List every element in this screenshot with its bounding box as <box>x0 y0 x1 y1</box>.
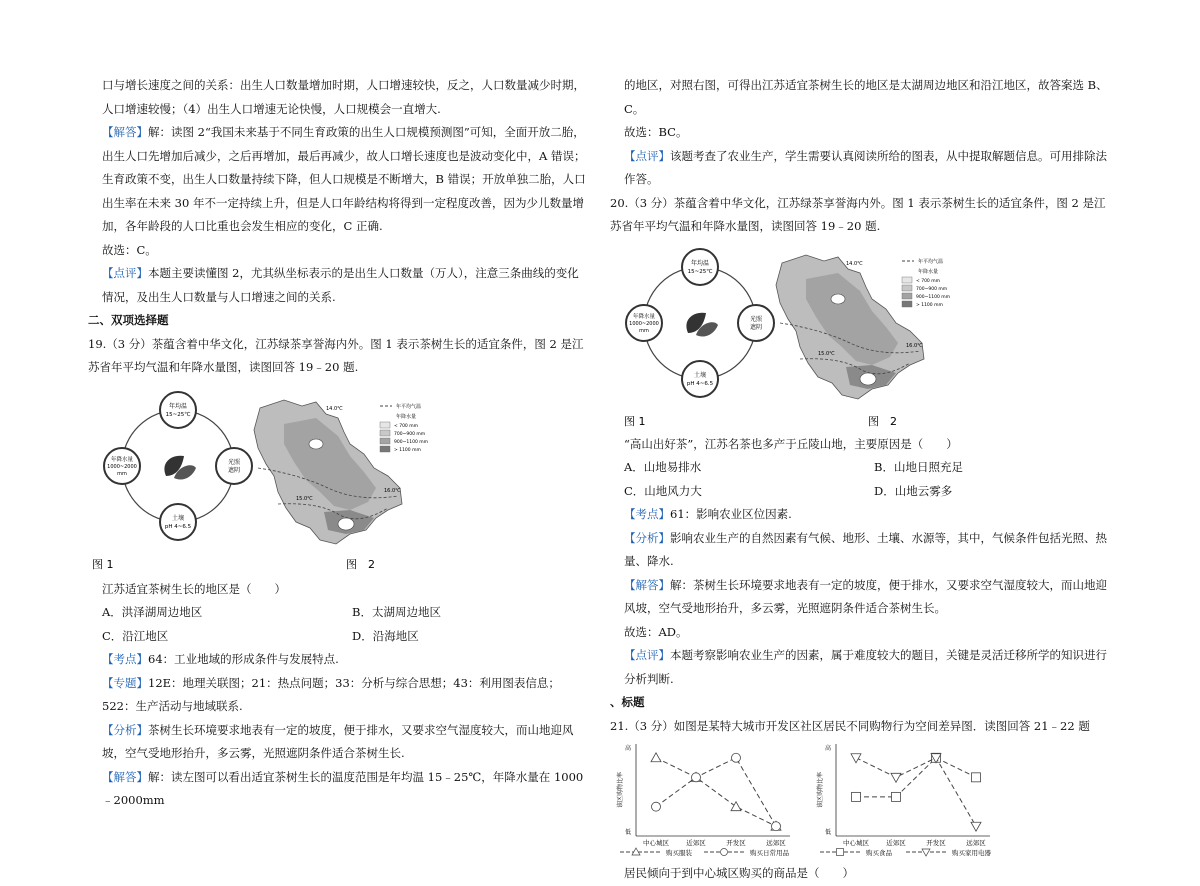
svg-text:900~1100 mm: 900~1100 mm <box>394 439 429 445</box>
svg-text:> 1100 mm: > 1100 mm <box>394 447 421 453</box>
question-21: 21.（3 分）如图是某特大城市开发区社区居民不同购物行为空间差异图．读图回答 21﹣22 题 <box>610 718 1090 733</box>
legend-food: 购买食品 <box>866 849 892 857</box>
paragraph <box>88 648 588 672</box>
svg-text:15.0℃: 15.0℃ <box>296 495 313 502</box>
x-tick-label: 近郊区 <box>886 839 906 847</box>
chart-left-axes <box>616 744 790 836</box>
paragraph <box>88 719 588 766</box>
circle-rainfall <box>626 305 662 341</box>
question-21-stem: 居民倾向于到中心城区购买的商品是（ ） <box>624 866 854 880</box>
paragraph <box>610 574 1110 621</box>
svg-text:700~900 mm: 700~900 mm <box>394 431 426 437</box>
fenxi-tag: 【分析】 <box>624 530 670 545</box>
svg-text:1000~2000: 1000~2000 <box>107 463 137 470</box>
data-point <box>732 753 741 762</box>
answer-text: 解：读图 2“我国未来基于不同生育政策的出生人口规模预测图”可知，全面开放二胎，出生人口先增加后减少，之后再增加，最后再减少，故人口增长速度也是波动变化中，A 错误；生育政策不变，出生人口数量持续下降，但人口规模是不断增大，B 错误；开放单独二胎，人口出生率在未来 30 年不一定持续上升，但是人口年龄结构将得到一定程度改善，因为少儿数量增加，各年龄段的人口比重也会发生相应的变化，C 正确. <box>102 125 586 233</box>
square-marker-icon <box>837 849 844 856</box>
y-low-label: 低 <box>824 829 832 836</box>
chart-right-legend <box>820 848 992 857</box>
data-point <box>651 753 661 762</box>
section-heading: 、标题 <box>610 695 645 709</box>
option-b[interactable]: B．山地日照充足 <box>874 460 963 474</box>
figure2-label: 图 2 <box>868 414 897 428</box>
option-a[interactable]: A．山地易排水 <box>624 460 702 474</box>
figure-q19 <box>88 384 588 574</box>
tea-leaf-icon <box>164 455 196 479</box>
x-tick-label: 远郊区 <box>966 839 986 847</box>
svg-text:16.0℃: 16.0℃ <box>384 487 401 494</box>
question-19: 19.（3 分）茶蕴含着中华文化，江苏绿茶享誉海内外。图 1 表示茶树生长的适宜条件，图 2 是江苏省年平均气温和年降水量图，读图回答 19﹣20 题. <box>88 336 584 374</box>
tea-leaf-icon <box>686 312 718 336</box>
paragraph: 的地区，对照右图，可得出江苏适宜茶树生长的地区是太湖周边地区和沿江地区，故答案选 B、C。 <box>624 78 1108 116</box>
svg-text:年降水量: 年降水量 <box>396 413 417 420</box>
paragraph <box>610 644 1110 691</box>
circle-light <box>216 448 252 484</box>
figure-q20 <box>610 243 1110 429</box>
data-point <box>891 773 901 782</box>
option-d[interactable]: D．沿海地区 <box>352 628 419 643</box>
paragraph <box>610 503 1110 527</box>
right-column <box>610 74 1110 886</box>
svg-text:900~1100 mm: 900~1100 mm <box>916 294 951 300</box>
legend-clothes: 购买服装 <box>666 849 692 857</box>
series-line <box>656 758 776 826</box>
svg-text:土壤: 土壤 <box>693 371 707 379</box>
left-column <box>88 74 588 813</box>
options-row <box>610 456 1110 480</box>
svg-text:遮阴: 遮阴 <box>227 466 241 474</box>
answer-text: 解：茶树生长环境要求地表有一定的坡度，便于排水，又要求空气湿度较大，而山地迎风坡，空气受地形抬升，多云雾，光照遮阴条件适合茶树生长。 <box>624 577 1107 615</box>
svg-text:光照: 光照 <box>749 315 763 323</box>
paragraph <box>610 527 1110 574</box>
figure1-label: 图 1 <box>92 557 114 571</box>
circle-light <box>738 305 774 341</box>
svg-text:土壤: 土壤 <box>171 514 185 522</box>
svg-text:年降水量: 年降水量 <box>632 313 656 320</box>
figure2-label: 图 2 <box>346 557 375 571</box>
circle-soil <box>160 504 196 540</box>
x-tick-label: 远郊区 <box>766 839 786 847</box>
jiangsu-map <box>254 400 402 544</box>
svg-text:14.0℃: 14.0℃ <box>846 260 863 267</box>
options-row <box>610 480 1110 504</box>
paragraph: 故选：C。 <box>102 242 157 257</box>
svg-text:光照: 光照 <box>227 458 241 466</box>
inverted-triangle-marker-icon <box>922 849 930 856</box>
shopping-charts <box>610 738 1110 862</box>
options-row <box>88 601 588 625</box>
map-legend <box>902 258 950 308</box>
x-tick-label: 中心城区 <box>643 839 669 847</box>
kaodian-text: 64：工业地域的形成条件与发展特点. <box>148 652 339 666</box>
fenxi-tag: 【分析】 <box>102 722 148 737</box>
answer-tag: 【解答】 <box>102 769 148 784</box>
paragraph: 故选：AD。 <box>624 624 688 639</box>
svg-text:年降水量: 年降水量 <box>918 268 939 275</box>
tea-figure <box>88 384 588 574</box>
svg-text:pH 4~6.5: pH 4~6.5 <box>164 523 192 530</box>
circle-temperature <box>682 249 718 285</box>
svg-text:700~900 mm: 700~900 mm <box>916 286 948 292</box>
comment-text: 该题考查了农业生产，学生需要认真阅读所给的图表，从中提取解题信息。可用排除法作答。 <box>624 148 1107 186</box>
zhuanti-text: 12E：地理关联图；21：热点问题；33：分析与综合思想；43：利用图表信息；522：生产活动与地域联系. <box>102 675 560 713</box>
answer-tag: 【解答】 <box>102 125 148 139</box>
y-axis-label: 该区购物比率 <box>817 771 824 809</box>
data-point <box>692 773 701 782</box>
svg-text:15~25℃: 15~25℃ <box>687 268 713 275</box>
option-c[interactable]: C．沿江地区 <box>102 628 169 643</box>
paragraph: 故选：BC。 <box>624 125 688 139</box>
paragraph <box>610 145 1110 192</box>
fenxi-text: 影响农业生产的自然因素有气候、地形、土壤、水源等，其中，气候条件包括光照、热量、降水. <box>624 530 1107 568</box>
x-tick-label: 中心城区 <box>843 839 869 847</box>
x-tick-label: 近郊区 <box>686 839 706 847</box>
kaodian-tag: 【考点】 <box>624 507 670 521</box>
comment-tag: 【点评】 <box>102 266 148 280</box>
kaodian-tag: 【考点】 <box>102 652 148 666</box>
legend-appliance: 购买家用电器 <box>952 849 991 857</box>
y-axis-label: 该区购物比率 <box>617 771 624 809</box>
chart-right-series <box>851 753 981 831</box>
figure-q21 <box>610 738 1110 862</box>
options-row <box>88 625 588 649</box>
chart-left-categories <box>643 838 786 847</box>
kaodian-text: 61：影响农业区位因素. <box>670 507 792 521</box>
option-c[interactable]: C．山地风力大 <box>624 483 702 498</box>
svg-text:15.0℃: 15.0℃ <box>818 350 835 357</box>
tea-figure <box>610 243 1110 429</box>
x-tick-label: 开发区 <box>726 839 746 847</box>
y-high-label: 高 <box>824 745 832 752</box>
zhuanti-tag: 【专题】 <box>102 675 148 690</box>
paragraph <box>88 672 588 719</box>
svg-text:< 700 mm: < 700 mm <box>916 278 940 284</box>
series-line <box>656 758 776 826</box>
svg-text:< 700 mm: < 700 mm <box>394 423 418 429</box>
svg-text:14.0℃: 14.0℃ <box>326 405 343 412</box>
answer-text: 解：读左图可以看出适宜茶树生长的温度范围是年均温 15﹣25℃，年降水量在 1000﹣2000mm <box>102 769 584 807</box>
comment-tag: 【点评】 <box>624 148 670 163</box>
option-d[interactable]: D．山地云雾多 <box>874 483 953 498</box>
data-point <box>731 802 741 811</box>
data-point <box>892 792 901 801</box>
svg-text:年平均气温: 年平均气温 <box>396 403 422 410</box>
fenxi-text: 茶树生长环境要求地表有一定的坡度，便于排水，又要求空气湿度较大，而山地迎风坡，空气受地形抬升，多云雾，光照遮阴条件适合茶树生长. <box>102 722 574 760</box>
question-20: 20.（3 分）茶蕴含着中华文化，江苏绿茶享誉海内外。图 1 表示茶树生长的适宜条件，图 2 是江苏省年平均气温和年降水量图，读图回答 19﹣20 题. <box>610 195 1106 233</box>
section-heading: 二、双项选择题 <box>88 313 169 327</box>
comment-text: 本题主要读懂图 2，尤其纵坐标表示的是出生人口数量（万人），注意三条曲线的变化情况，及出生人口数量与人口增速之间的关系. <box>102 266 579 304</box>
question-20-stem: “高山出好茶”，江苏名茶也多产于丘陵山地，主要原因是（ ） <box>624 436 958 451</box>
data-point <box>652 802 661 811</box>
svg-text:15~25℃: 15~25℃ <box>165 411 191 418</box>
data-point <box>852 792 861 801</box>
legend-daily: 购买日常用品 <box>750 849 789 857</box>
comment-tag: 【点评】 <box>624 648 670 662</box>
svg-text:遮阴: 遮阴 <box>749 323 763 331</box>
y-low-label: 低 <box>624 829 632 836</box>
svg-text:pH 4~6.5: pH 4~6.5 <box>686 380 714 387</box>
chart-right-categories <box>843 838 986 847</box>
circle-temperature <box>160 392 196 428</box>
svg-text:1000~2000: 1000~2000 <box>629 320 659 327</box>
figure1-label: 图 1 <box>624 414 646 428</box>
answer-tag: 【解答】 <box>624 577 670 592</box>
series-line <box>856 758 976 797</box>
chart-left-legend <box>620 848 790 857</box>
circle-soil <box>682 361 718 397</box>
circle-rainfall <box>104 448 140 484</box>
svg-text:年均温: 年均温 <box>168 402 188 410</box>
circle-marker-icon <box>721 849 728 856</box>
svg-text:> 1100 mm: > 1100 mm <box>916 302 943 308</box>
paragraph <box>88 121 588 239</box>
data-point <box>972 773 981 782</box>
chart-left-series <box>651 753 781 831</box>
svg-text:年均温: 年均温 <box>690 259 710 267</box>
svg-text:年降水量: 年降水量 <box>110 456 134 463</box>
comment-text: 本题考察影响农业生产的因素，属于难度较大的题目，关键是灵活迁移所学的知识进行分析判断. <box>624 648 1107 686</box>
jiangsu-map <box>776 255 924 399</box>
svg-text:mm: mm <box>117 470 127 477</box>
svg-text:16.0℃: 16.0℃ <box>906 342 923 349</box>
map-legend <box>380 403 428 453</box>
option-b[interactable]: B．太湖周边地区 <box>352 605 441 619</box>
question-19-stem: 江苏适宜茶树生长的地区是（ ） <box>102 581 286 596</box>
paragraph: 口与增长速度之间的关系：出生人口数量增加时期，人口增速较快，反之，人口数量减少时期，人口增速较慢；（4）出生人口增速无论快慢，人口规模会一直增大. <box>102 78 585 116</box>
x-tick-label: 开发区 <box>926 839 946 847</box>
data-point <box>772 822 781 831</box>
paragraph <box>88 766 588 813</box>
paragraph <box>88 262 588 309</box>
svg-text:年平均气温: 年平均气温 <box>918 258 944 265</box>
data-point <box>971 822 981 831</box>
data-point <box>851 754 861 763</box>
svg-text:mm: mm <box>639 327 649 334</box>
option-a[interactable]: A．洪泽湖周边地区 <box>102 605 203 619</box>
y-high-label: 高 <box>624 745 632 752</box>
